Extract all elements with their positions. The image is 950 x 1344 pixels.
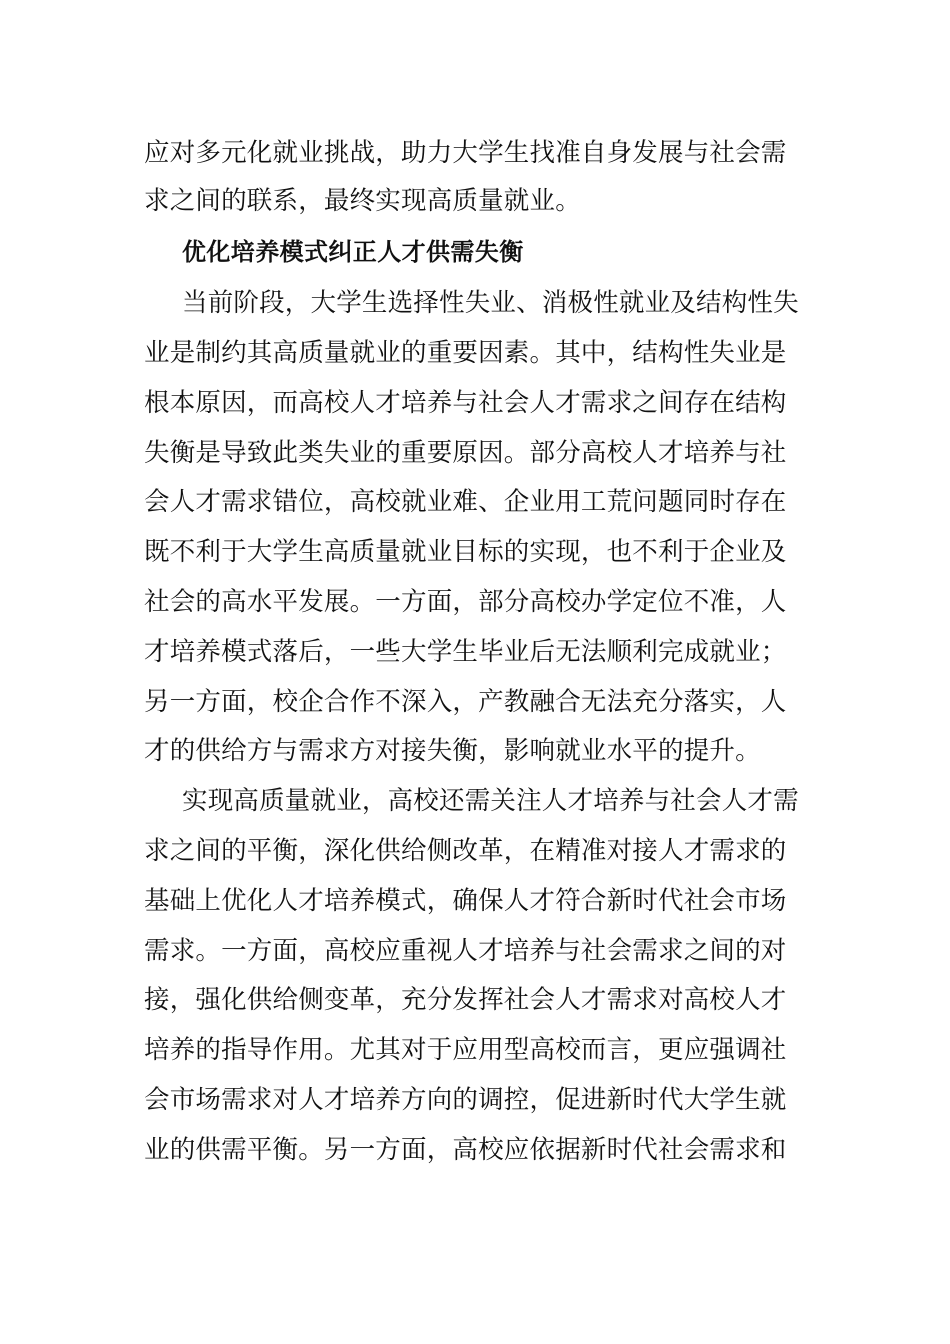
paragraph-line: 业的供需平衡。另一方面，高校应依据新时代社会需求和 [144, 1135, 787, 1165]
paragraph-line: 实现高质量就业，高校还需关注人才培养与社会人才需 [182, 786, 799, 816]
paragraph-line: 既不利于大学生高质量就业目标的实现，也不利于企业及 [144, 537, 787, 567]
section-heading: 优化培养模式纠正人才供需失衡 [182, 238, 524, 266]
paragraph-line: 会人才需求错位，高校就业难、企业用工荒问题同时存在 [144, 487, 787, 517]
paragraph-line: 培养的指导作用。尤其对于应用型高校而言，更应强调社 [144, 1035, 787, 1065]
paragraph-line: 基础上优化人才培养模式，确保人才符合新时代社会市场 [144, 886, 787, 916]
paragraph-line: 应对多元化就业挑战，助力大学生找准自身发展与社会需 [144, 138, 787, 168]
paragraph-line: 求之间的联系，最终实现高质量就业。 [144, 186, 581, 216]
paragraph-line: 根本原因，而高校人才培养与社会人才需求之间存在结构 [144, 388, 787, 418]
paragraph-line: 业是制约其高质量就业的重要因素。其中，结构性失业是 [144, 338, 787, 368]
paragraph-line: 求之间的平衡，深化供给侧改革，在精准对接人才需求的 [144, 836, 787, 866]
paragraph-line: 接，强化供给侧变革，充分发挥社会人才需求对高校人才 [144, 985, 787, 1015]
paragraph-line: 才培养模式落后，一些大学生毕业后无法顺利完成就业； [144, 637, 787, 667]
paragraph-line: 需求。一方面，高校应重视人才培养与社会需求之间的对 [144, 936, 787, 966]
paragraph-line: 社会的高水平发展。一方面，部分高校办学定位不准，人 [144, 587, 787, 617]
paragraph-line: 另一方面，校企合作不深入，产教融合无法充分落实，人 [144, 687, 787, 717]
paragraph-line: 才的供给方与需求方对接失衡，影响就业水平的提升。 [144, 736, 761, 766]
paragraph-line: 当前阶段，大学生选择性失业、消极性就业及结构性失 [182, 288, 799, 318]
paragraph-line: 会市场需求对人才培养方向的调控，促进新时代大学生就 [144, 1085, 787, 1115]
paragraph-line: 失衡是导致此类失业的重要原因。部分高校人才培养与社 [144, 438, 787, 468]
